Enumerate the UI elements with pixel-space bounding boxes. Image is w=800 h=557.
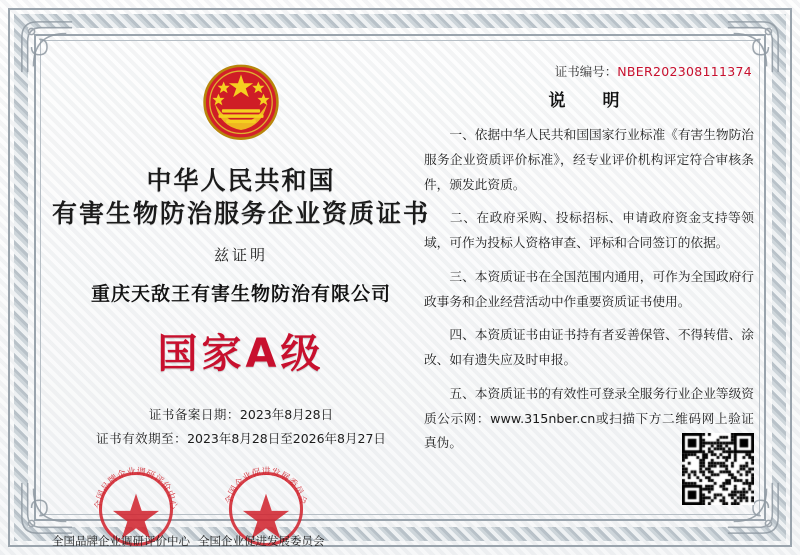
- note-text: 一、依据中华人民共和国国家行业标准《有害生物防治服务企业资质评价标准》，经专业评价机构评定符合审核条件，颁发此资质。: [424, 127, 754, 192]
- certificate-content: [46, 46, 754, 548]
- grade-badge: 国家A级: [157, 331, 325, 377]
- validity-row: [46, 427, 436, 451]
- notes-heading: 说 明: [548, 91, 630, 111]
- filing-date-label: 证书备案日期：: [148, 407, 240, 422]
- note-item: [424, 265, 754, 315]
- company-name: 重庆天敌王有害生物防治有限公司: [90, 283, 391, 305]
- certificate-right-column: [424, 46, 754, 509]
- svg-text:全国企业促进发展委员会: 全国企业促进发展委员会: [224, 466, 308, 506]
- validity-label: 证书有效期至：: [96, 430, 188, 446]
- filing-date-row: [46, 403, 436, 427]
- note-text: 三、本资质证书在全国范围内通用，可作为全国政府行政事务和企业经营活动中作重要资质证书使用。: [424, 268, 754, 309]
- note-item: [424, 323, 754, 373]
- note-item: [424, 123, 754, 197]
- serial-value: NBER202308111374: [617, 64, 752, 79]
- notes-body: [424, 123, 754, 456]
- date-block: [46, 403, 436, 451]
- national-emblem-icon: [189, 52, 293, 156]
- page-title-line2: 有害生物防治服务企业资质证书: [51, 199, 430, 228]
- note-text: 二、在政府采购、投标招标、申请政府资金支持等领域，可作为投标人资格审查、评标和合同签订的依据。: [424, 210, 754, 251]
- filing-date-value: 2023年8月28日: [239, 407, 334, 422]
- note-text: 五、本资质证书的有效性可登录全服务行业企业等级资质公示网：www.315nber.cn或扫描下方二维码网上验证真伪。: [424, 385, 754, 451]
- page-title-line1: 中华人民共和国: [146, 166, 336, 195]
- certificate-left-column: [46, 46, 436, 548]
- seal-group: [46, 461, 436, 553]
- hereby-certify-label: 兹证明: [213, 246, 268, 264]
- seal-caption-left: 全国品牌企业调研评价中心: [52, 533, 190, 548]
- note-item: [424, 206, 754, 256]
- svg-text:全国品牌企业调研评价中心: 全国品牌企业调研评价中心: [94, 466, 178, 510]
- validity-value: 2023年8月28日至2026年8月27日: [187, 430, 386, 446]
- note-text: 四、本资质证书由证书持有者妥善保管、不得转借、涂改、如有遗失应及时申报。: [424, 327, 754, 368]
- serial-label: 证书编号：: [554, 64, 618, 79]
- seal-caption-right: 全国企业促进发展委员会: [198, 533, 325, 548]
- qr-code-icon: [682, 433, 754, 505]
